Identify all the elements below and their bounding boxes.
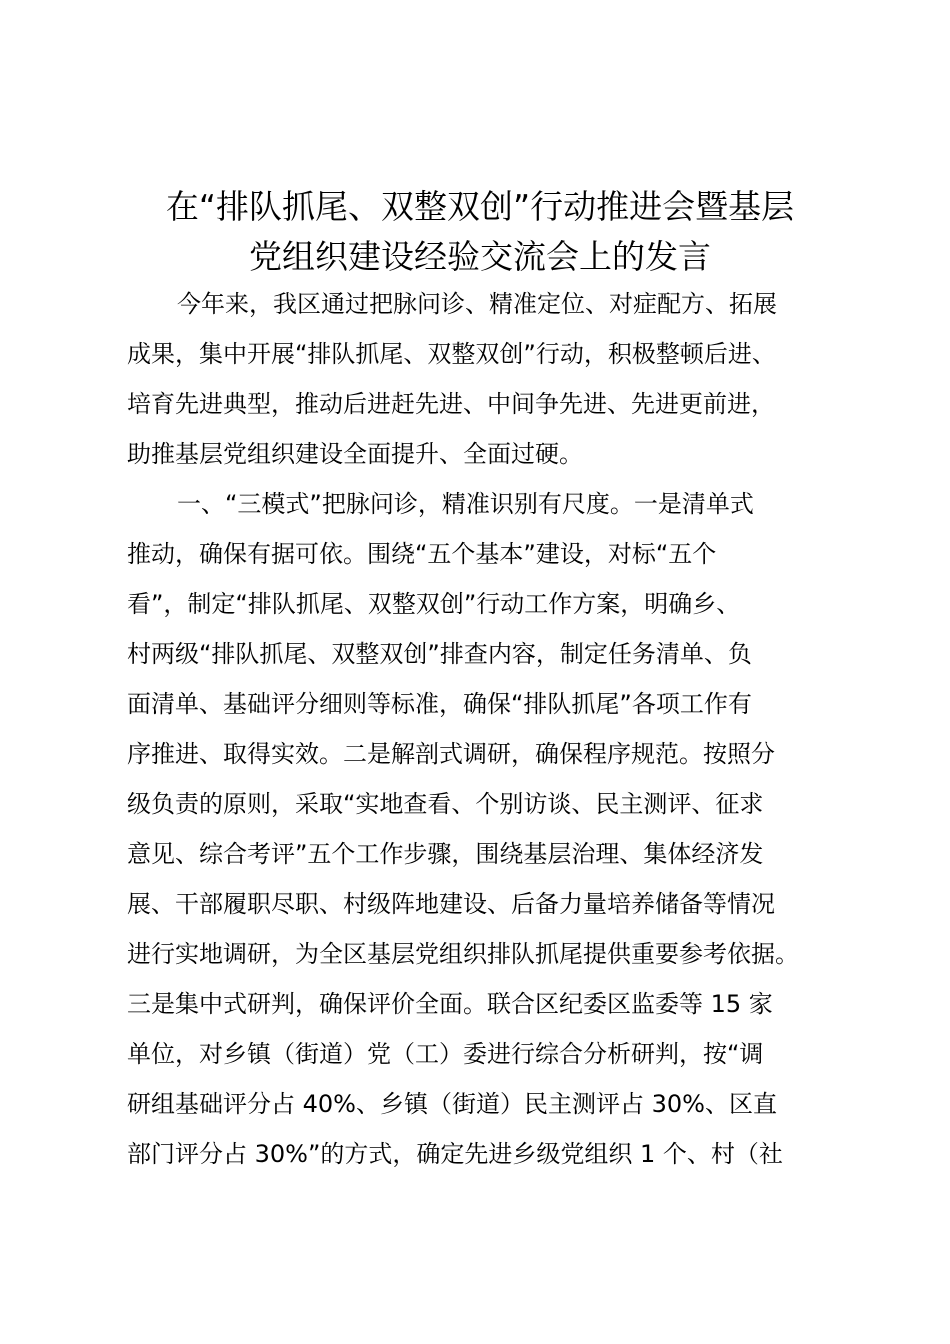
body-line-16: 单位，对乡镇（街道）党（工）委进行综合分析研判，按“调 [127,1040,764,1068]
body-line-15: 三是集中式研判，确保评价全面。联合区纪委区监委等 15 家 [127,990,773,1018]
body-line-4: 助推基层党组织建设全面提升、全面过硬。 [127,440,583,468]
body-line-17: 研组基础评分占 40%、乡镇（街道）民主测评占 30%、区直 [127,1090,777,1118]
body-line-2: 成果，集中开展“排队抓尾、双整双创”行动，积极整顿后进、 [127,340,776,368]
body-line-11: 级负责的原则，采取“实地查看、个别访谈、民主测评、征求 [127,790,764,818]
body-line-1: 今年来，我区通过把脉问诊、精准定位、对症配方、拓展 [177,290,777,318]
body-line-10: 序推进、取得实效。二是解剖式调研，确保程序规范。按照分 [127,740,775,768]
document-title-line-1: 在“排队抓尾、双整双创”行动推进会暨基层 [165,187,795,226]
body-line-7: 看”，制定“排队抓尾、双整双创”行动工作方案，明确乡、 [127,590,741,618]
body-line-18: 部门评分占 30%”的方式，确定先进乡级党组织 1 个、村（社 [127,1140,783,1168]
body-line-13: 展、干部履职尽职、村级阵地建设、后备力量培养储备等情况 [127,890,775,918]
body-line-14: 进行实地调研，为全区基层党组织排队抓尾提供重要参考依据。 [127,940,799,968]
body-line-12: 意见、综合考评”五个工作步骤，围绕基层治理、集体经济发 [127,840,764,868]
body-line-5: 一、“三模式”把脉问诊，精准识别有尺度。一是清单式 [177,490,754,518]
document-title-line-2: 党组织建设经验交流会上的发言 [249,237,711,276]
body-line-6: 推动，确保有据可依。围绕“五个基本”建设，对标“五个 [127,540,717,568]
body-line-3: 培育先进典型，推动后进赶先进、中间争先进、先进更前进， [127,390,775,418]
body-line-8: 村两级“排队抓尾、双整双创”排查内容，制定任务清单、负 [127,640,752,668]
body-line-9: 面清单、基础评分细则等标准，确保“排队抓尾”各项工作有 [127,690,752,718]
